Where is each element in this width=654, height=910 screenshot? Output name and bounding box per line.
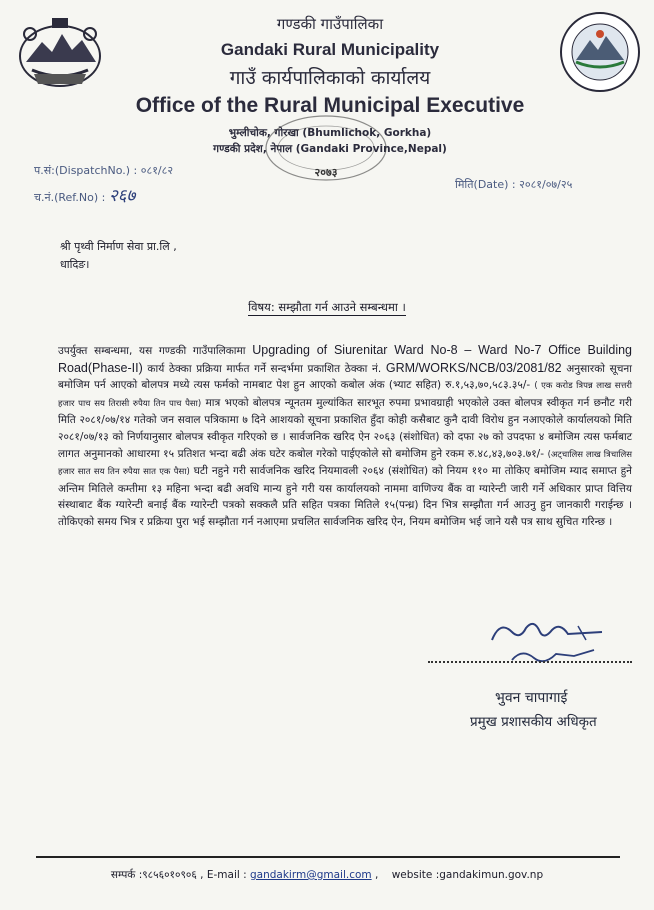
recipient-block <box>60 238 177 274</box>
date-value: २०८१/०७/२५ <box>519 178 573 191</box>
date-label: मिति(Date) : <box>455 178 516 191</box>
body-segment-9: घटी नहुने गरी सार्वजनिक खरिद नियमावली २०६४ (संशोधित) को नियम ११० मा तोकिए बमोजिम म्याद समाप्त हुने अन्तिम मितिले कम्तीमा १३ महिना भन्दा बढी अवधि मान्य हुने गरी यस कार्यालयको नाममा वाणिज्य बैंक वा ग्यारेन्टी जारी गर्ने अधिकार प्राप्त वित्तिय संस्थाबाट बैंक ग्यारेन्टी बनाई बैंक ग्यारेन्टी पत्रको सक्कलै प्रति सहित पत्रका मितिले १५(पन्ध्र) दिन भित्र सम्झौता गर्न आउनु हुन जानकारी गराईन्छ । तोकिएको समय भित्र र प्रक्रिया पुरा भई सम्झौता गर्न नआएमा प्रचलित सार्वजनिक खरिद ऐन, नियम बमोजिम भई जाने यसै पत्र साथ सुचित गरिन्छ । <box>58 465 632 528</box>
footer-email-label: E-mail : <box>206 869 247 881</box>
footer-divider <box>36 856 620 858</box>
handwritten-signature <box>482 610 612 674</box>
stamp-year: २०७३ <box>314 166 338 179</box>
municipality-seal-logo <box>558 10 642 94</box>
signature-line <box>428 661 632 663</box>
ref-value-handwritten: २६७ <box>108 186 136 206</box>
letter-body <box>58 342 632 531</box>
body-segment-1: उपर्युक्त सम्बन्धमा, यस गण्डकी गाउँपालिकामा <box>58 345 246 357</box>
footer-email-link[interactable]: gandakirm@gmail.com <box>250 869 372 881</box>
project-name: Upgrading of Siurenitar Ward No-8 – Ward No-7 Office Building Road(Phase-II) <box>58 343 632 375</box>
footer-separator: , <box>374 869 379 881</box>
officer-name: भुवन चापागाई <box>495 690 568 706</box>
municipality-name-english: Gandaki Rural Municipality <box>220 40 440 59</box>
letter-date <box>455 177 572 192</box>
officer-designation: प्रमुख प्रशासकीय अधिकृत <box>470 714 597 730</box>
body-segment-3: कार्य ठेक्का प्रक्रिया मार्फत गर्ने सन्दर्भमा प्रकाशित ठेक्का नं. <box>147 362 382 375</box>
dispatch-value: ०८१/८२ <box>140 164 174 177</box>
recipient-location: धादिङ। <box>60 258 90 271</box>
office-name-english: Office of the Rural Municipal Executive <box>135 94 525 117</box>
footer-phone: सम्पर्क :९८५६०१०९०६ , <box>110 869 204 881</box>
amount-in-words-2: (अट्चालिस लाख त्रिचालिस हजार सात सय तिन रुपैया सात एक पैसा) <box>58 449 633 478</box>
contract-number: GRM/WORKS/NCB/03/2081/82 <box>385 360 562 375</box>
recipient-name: श्री पृथ्वी निर्माण सेवा प्रा.लि , <box>60 240 177 253</box>
footer-website[interactable]: website :gandakimun.gov.np <box>391 869 544 881</box>
body-segment-7: मात्र भएको बोलपत्र न्यूनतम मुल्यांकित सारभूत रुपमा प्रभावग्राही भएकोले उक्त बोलपत्र स्वीकृत गर्न छनौट गरी मिति २०८१/०७/१४ गतेको जन सवाल पत्रिकामा ७ दिने आशयको सूचना प्रकाशित हुँदा कोही कसैबाट कुनै दावी विरोध हुन नआएकोले कार्यालयको मिति २०८१/०७/१३ को निर्णयानुसार बोलपत्र स्वीकृत गरिएको छ । सार्वजनिक खरिद ऐन २०६३ (संशोधित) को दफा २७ को उपदफा ४ बमोजिम त्यस फर्मबाट लागत अनुमानको आधारमा १५ प्रतिशत भन्दा बढी अंक घटेर कबोल गरेको पाईएकोले सो बमोजिम हुने रकम रु.४८,४३,७०३.७१/- <box>58 396 633 460</box>
dispatch-number <box>34 163 173 178</box>
office-name-nepali: गाउँ कार्यपालिकाको कार्यालय <box>229 67 431 89</box>
body-segment-5: अनुसारको सूचना बमोजिम पर्न आएको बोलपत्र मध्ये त्यस फर्मको नामबाट पेश हुन आएको कबोल अंक (भ्याट सहित) रु.१,५३,७०,५८३.३५/- <box>58 362 632 392</box>
nepal-emblem-logo <box>12 12 108 92</box>
address-line-1: भुम्लीचोक, गोरखा (Bhumlichok, Gorkha) <box>228 127 432 139</box>
reference-number <box>34 183 135 206</box>
address-line-2: गण्डकी प्रदेश, नेपाल (Gandaki Province,Nepal) <box>213 143 447 155</box>
ref-label: च.नं.(Ref.No) : <box>34 191 106 204</box>
subject-text: विषय: सम्झौता गर्न आउने सम्बन्धमा । <box>248 300 406 314</box>
municipality-name-nepali: गण्डकी गाउँपालिका <box>276 15 384 33</box>
footer-contact <box>0 868 654 882</box>
amount-in-words-1: ( एक करोड त्रिपन्न लाख सत्तरी हजार पाच सय तिरासी रुपैया तिन पाच पैसा) <box>58 381 633 409</box>
dispatch-label: प.सं:(DispatchNo.) : <box>34 164 138 177</box>
subject-line <box>0 300 654 315</box>
